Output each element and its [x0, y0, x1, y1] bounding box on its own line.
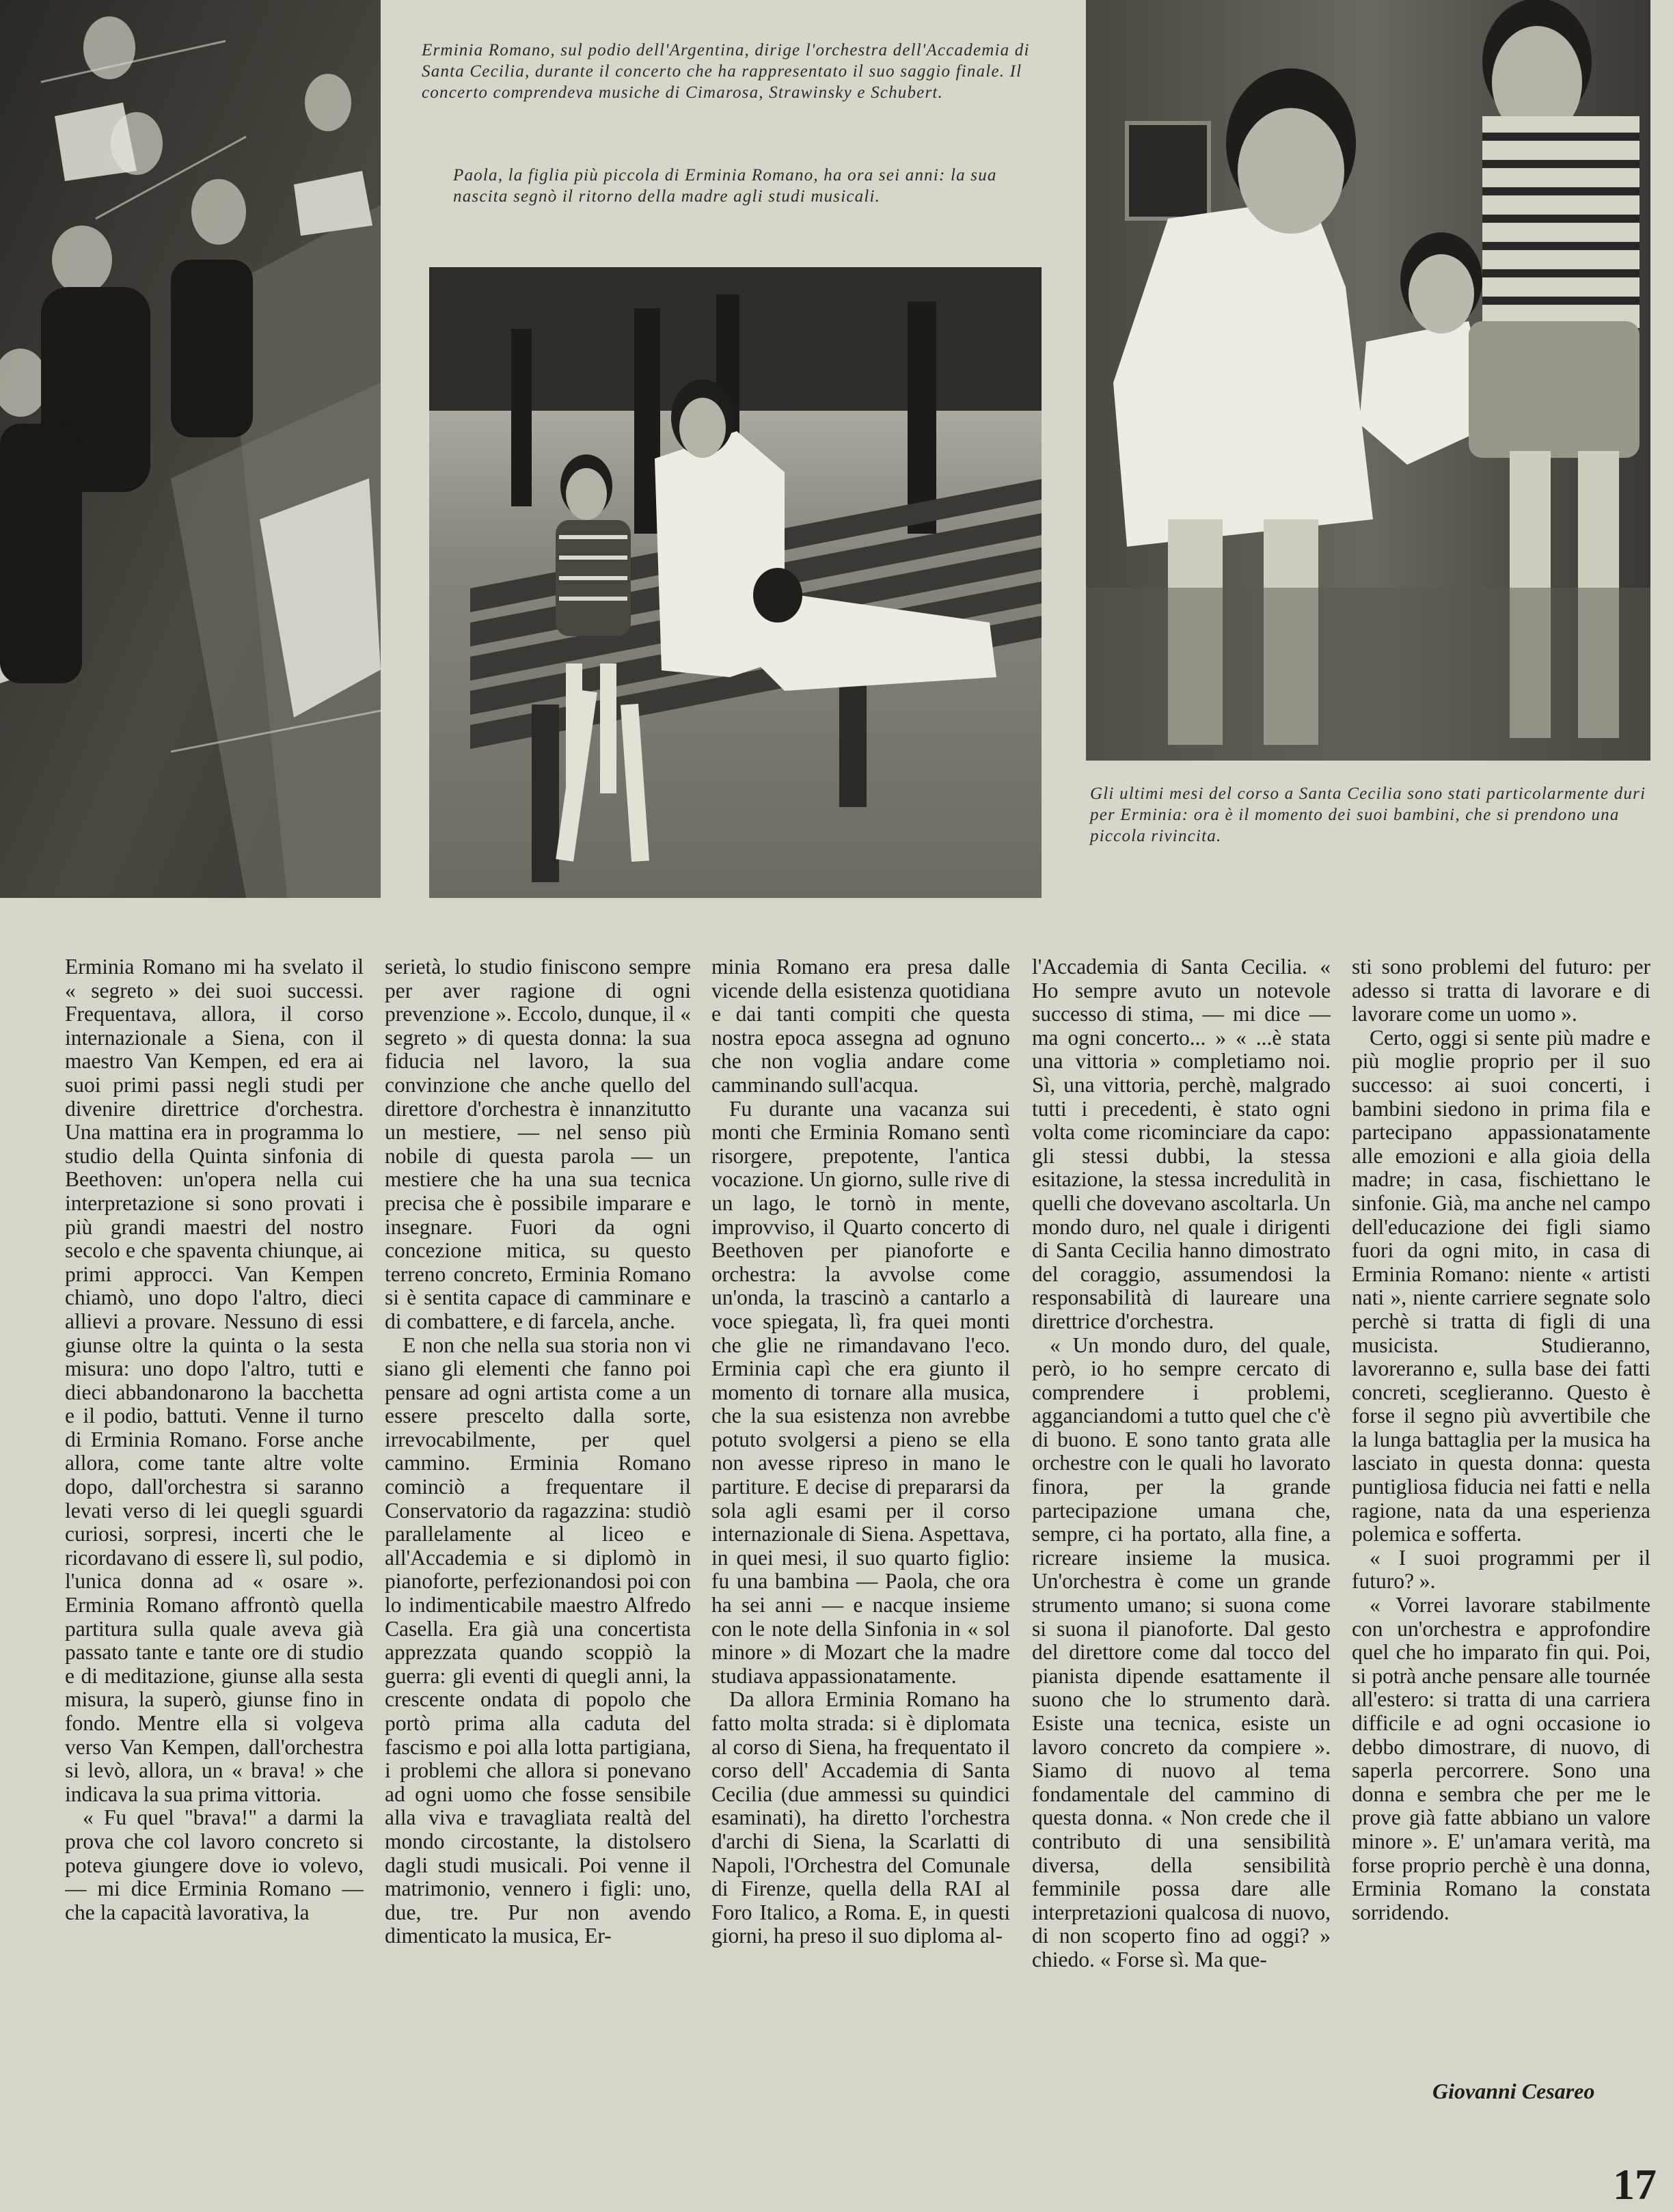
- article-column-1: [65, 955, 364, 2117]
- page-number: 17: [1613, 2160, 1657, 2209]
- paragraph: sti sono problemi del futuro: per adesso si tratta di lavorare e di lavorare come un uomo ».: [1352, 955, 1650, 1026]
- paragraph: Fu durante una vacanza sui monti che Erminia Romano sentì risorgere, prepotente, l'antica vocazione. Un giorno, sulle rive di un lago, le tornò in mente, improvviso, il Quarto concerto di Beethoven per pianoforte e orchestra: la avvolse come un'onda, la trascinò a cantarlo a voce spiegata, lì, fra quei monti che glie ne rimandavano l'eco. Erminia capì che era giunto il momento di tornare alla musica, che la sua esistenza non avrebbe potuto svolgersi a pieno se ella non avesse ripreso in mano le partiture. E decise di prepararsi da sola agli esami per il corso internazionale di Siena. Aspettava, in quei mesi, il suo quarto figlio: fu una bambina — Paola, che ora ha sei anni — e nacque insieme con le note della Sinfonia in « sol minore » di Mozart che la madre studiava appassionatamente.: [711, 1096, 1010, 1688]
- bench-photo-image: [429, 267, 1042, 898]
- orchestra-photo-image: [0, 0, 381, 898]
- article-column-4: [1032, 955, 1331, 2117]
- article-column-2: [385, 955, 691, 2117]
- paragraph: E non che nella sua storia non vi siano gli elementi che fanno poi pensare ad ogni artista come a un essere prescelto dalla sorte, irrevocabilmente, per quel cammino. Erminia Romano cominciò a frequentare il Conservatorio da ragazzina: studiò parallelamente al liceo e all'Accademia e si diplomò in pianoforte, perfezionandosi poi con lo indimenticabile maestro Alfredo Casella. Era già una concertista apprezzata quando scoppiò la guerra: gli eventi di quegli anni, la crescente ondata di popolo che portò prima alla caduta del fascismo e poi alla lotta partigiana, i problemi che allora si ponevano ad ogni uomo che fosse sensibile alla viva e travagliata realtà del mondo circostante, la distolsero dagli studi musicali. Poi venne il matrimonio, vennero i figli: uno, due, tre. Pur non avendo dimenticato la musica, Er-: [385, 1333, 691, 1948]
- paragraph: l'Accademia di Santa Cecilia. « Ho sempre avuto un notevole successo di stima, — mi dice — ma ogni concerto... » « ...è stata una vittoria » completiamo noi. Sì, una vittoria, perchè, malgrado tutti i precedenti, è stato ogni volta come ricominciare da capo: gli stessi dubbi, la stessa esitazione, la stessa incredulità in quelli che dovevano ascoltarla. Un mondo duro, nel quale i dirigenti di Santa Cecilia hanno dimostrato del coraggio, assumendosi la responsabilità di laureare una direttrice d'orchestra.: [1032, 955, 1331, 1333]
- bench-photo-caption: Paola, la figlia più piccola di Erminia Romano, ha ora sei anni: la sua nascita segnò il ritorno della madre agli studi musicali.: [453, 166, 997, 206]
- family-photo: [1086, 0, 1650, 761]
- bench-photo: [429, 267, 1042, 898]
- article-column-3: [711, 955, 1010, 2117]
- orchestra-photo: [0, 0, 381, 898]
- author-byline: Giovanni Cesareo: [1432, 2079, 1595, 2103]
- paragraph: Erminia Romano mi ha svelato il « segreto » dei suoi successi. Frequentava, allora, il corso internazionale a Siena, con il maestro Van Kempen, ed era ai suoi primi passi negli studi per divenire direttrice d'orchestra. Una mattina era in programma lo studio della Quinta sinfonia di Beethoven: un'opera nella cui interpretazione si sono provati i più grandi maestri del nostro secolo e che spaventa chiunque, ai primi approcci. Van Kempen chiamò, uno dopo l'altro, dieci allievi a provare. Nessuno di essi giunse oltre la quinta o la sesta misura: uno dopo l'altro, tutti e dieci abbandonarono la bacchetta e il podio, battuti. Venne il turno di Erminia Romano. Forse anche allora, come tante altre volte dopo, dall'orchestra si saranno levati verso di lei quegli sguardi curiosi, sorpresi, incerti che le ricordavano di essere lì, sul podio, l'unica donna ad « osare ». Erminia Romano affrontò quella partitura sulla quale aveva già passato tante e tante ore di studio e di meditazione, giunse alla sesta misura, la superò, giunse fino in fondo. Mentre ella si volgeva verso Van Kempen, dall'orchestra si levò, allora, un « brava! » che indicava la sua prima vittoria.: [65, 955, 364, 1806]
- paragraph: serietà, lo studio finiscono sempre per aver ragione di ogni prevenzione ». Eccolo, dunque, il « segreto » di questa donna: la sua fiducia nel lavoro, la sua convinzione che anche quello del direttore d'orchestra è innanzitutto un mestiere, — nel senso più nobile di questa parola — un mestiere che ha una sua tecnica precisa che è possibile imparare e insegnare. Fuori da ogni concezione mitica, su questo terreno concreto, Erminia Romano si è sentita capace di camminare e di combattere, e di farcela, anche.: [385, 955, 691, 1333]
- paragraph: Certo, oggi si sente più madre e più moglie proprio per il suo successo: ai suoi concerti, i bambini siedono in prima fila e partecipano appassionatamente alle emozioni e alla gioia della madre; in casa, fischiettano le sinfonie. Già, ma anche nel campo dell'educazione dei figli siamo fuori da ogni mito, in casa di Erminia Romano: niente « artisti nati », niente carriere segnate solo perchè si tratta di figli di una musicista. Studieranno, lavoreranno e, sulla base dei fatti concreti, sceglieranno. Questo è forse il segno più avvertibile che la lunga battaglia per la musica ha lasciato in questa donna: questa puntigliosa fiducia nei fatti e nella ragione, nata da una esperienza polemica e sofferta.: [1352, 1025, 1650, 1546]
- paragraph: minia Romano era presa dalle vicende della esistenza quotidiana e dai tanti compiti che questa nostra epoca assegna ad ognuno che non voglia andare come camminando sull'acqua.: [711, 955, 1010, 1097]
- paragraph: « I suoi programmi per il futuro? ».: [1352, 1545, 1650, 1594]
- article-column-5: [1352, 955, 1650, 2076]
- family-photo-caption: Gli ultimi mesi del corso a Santa Cecilia sono stati particolarmente duri per Erminia: ora è il momento dei suoi bambini, che si prendono una piccola rivincita.: [1090, 784, 1646, 845]
- orchestra-photo-caption: Erminia Romano, sul podio dell'Argentina, dirige l'orchestra dell'Accademia di Santa Cecilia, durante il concerto che ha rappresentato il suo saggio finale. Il concerto comprendeva musiche di Cimarosa, Strawinsky e Schubert.: [422, 41, 1030, 102]
- paragraph: « Fu quel "brava!" a darmi la prova che col lavoro concreto si poteva giungere dove io volevo, — mi dice Erminia Romano — che la capacità lavorativa, la: [65, 1805, 364, 1924]
- paragraph: « Vorrei lavorare stabilmente con un'orchestra e approfondire quel che ho imparato fin qui. Poi, si potrà anche pensare alle tournée all'estero: si tratta di una carriera difficile e ad ogni occasione io debbo dimostrare, di nuovo, di saperla percorrere. Sono una donna e sembra che per me le prove già fatte abbiano un valore minore ». E' un'amara verità, ma forse proprio perchè è una donna, Erminia Romano la constata sorridendo.: [1352, 1593, 1650, 1924]
- paragraph: « Un mondo duro, del quale, però, io ho sempre cercato di comprendere i problemi, agganciandomi a tutto quel che c'è di buono. E sono tanto grata alle orchestre con le quali ho lavorato finora, per la grande partecipazione umana che, sempre, ci ha portato, alla fine, a ricreare insieme la musica. Un'orchestra è come un grande strumento umano; si suona come si suona il pianoforte. Dal gesto del direttore come dal tocco del pianista dipende esattamente il suono che lo strumento darà. Esiste una tecnica, esiste un lavoro concreto da compiere ». Siamo di nuovo al tema fondamentale del cammino di questa donna. « Non crede che il contributo di una sensibilità diversa, della sensibilità femminile possa dare alle interpretazioni qualcosa di nuovo, di non scoperto fino ad oggi? » chiedo. « Forse sì. Ma que-: [1032, 1333, 1331, 1971]
- paragraph: Da allora Erminia Romano ha fatto molta strada: si è diplomata al corso di Siena, ha frequentato il corso dell' Accademia di Santa Cecilia (due ammessi su quindici esaminati), ha diretto l'orchestra d'archi di Siena, la Scarlatti di Napoli, l'Orchestra del Comunale di Firenze, quella della RAI al Foro Italico, a Roma. E, in questi giorni, ha preso il suo diploma al-: [711, 1687, 1010, 1948]
- family-photo-image: [1086, 0, 1650, 761]
